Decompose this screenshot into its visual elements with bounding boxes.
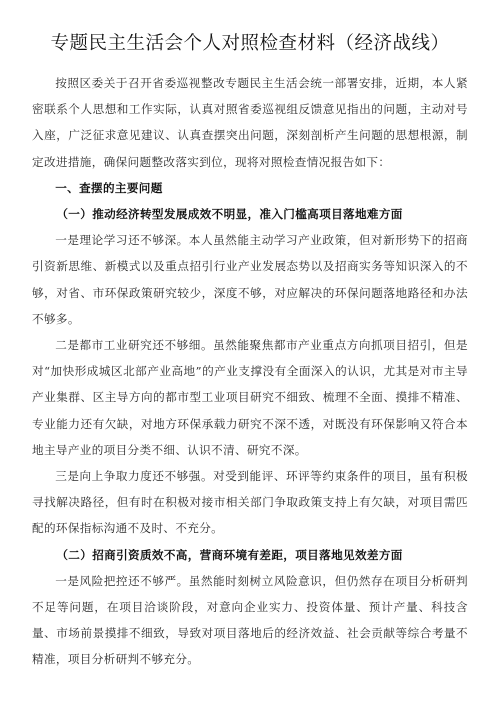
document-title: 专题民主生活会个人对照检查材料（经济战线） <box>50 33 450 54</box>
subsection-heading: （二）招商引资质效不高，营商环境有差距，项目落地见效差方面 <box>56 547 403 562</box>
section-heading: 一、查摆的主要问题 <box>55 180 163 195</box>
body-paragraph: 三是向上争取力度还不够强。对受到能评、环评等约束条件的项目，虽有积极寻找解决路径，但有时在积极对接市相关部门争取政策支持上有欠缺，对项目需匹配的环保指标沟通不及时、不充分。 <box>32 469 468 536</box>
body-paragraph: 一是理论学习还不够深。本人虽然能主动学习产业政策，但对新形势下的招商引资新思维、新模式以及重点招引行业产业发展态势以及招商实务等知识深入的不够，对省、市环保政策研究较少，深度不够，对应解决的环保问题落地路径和办法不够多。 <box>32 233 468 326</box>
subsection-heading: （一）推动经济转型发展成效不明显，准入门槛高项目落地难方面 <box>56 207 403 222</box>
body-paragraph: 二是都市工业研究还不够细。虽然能聚焦都市产业重点方向抓项目招引，但是对“加快形成城区北部产业高地”的产业支撑没有全面深入的认识，尤其是对市主导产业集群、区主导方向的都市型工业项目研究不细致、梳理不全面、摸排不精准、专业能力还有欠缺，对地方环保承载力研究不深不透，对既没有环保影响又符合本地主导产业的项目分类不细、认识不清、研究不深。 <box>32 338 468 457</box>
body-paragraph: 一是风险把控还不够严。虽然能时刻树立风险意识，但仍然存在项目分析研判不足等问题，在项目洽谈阶段，对意向企业实力、投资体量、预计产量、科技含量、市场前景摸排不细致，导致对项目落地后的经济效益、社会贡献等综合考量不精准，项目分析研判不够充分。 <box>32 573 468 667</box>
intro-paragraph: 按照区委关于召开省委巡视整改专题民主生活会统一部署安排，近期，本人紧密联系个人思想和工作实际，认真对照省委巡视组反馈意见指出的问题，主动对号入座，广泛征求意见建议、认真查摆突出问题，深刻剖析产生问题的思想根源，制定改进措施，确保问题整改落实到位，现将对照检查情况报告如下： <box>32 76 468 169</box>
